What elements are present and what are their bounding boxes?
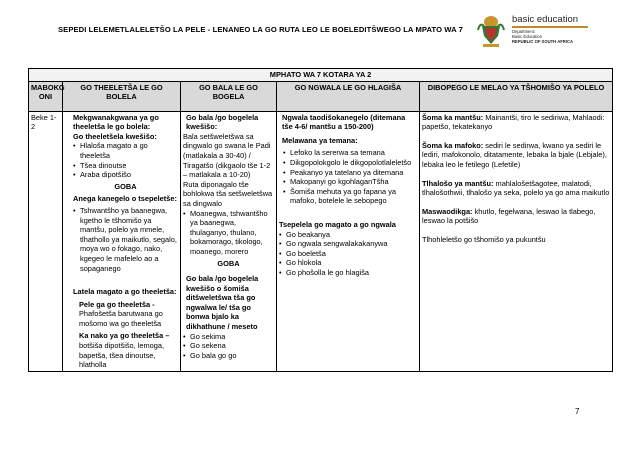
list-item: • Tshwantšho ya baanegwa, kgetho le tšhomišo ya mantšu, polelo ya mmele, tlhathollo ya maikutlo, segalo, moya wo o fokago, nako, kgegeo le mafelelo ao a sopaganego: [73, 206, 178, 273]
col4-dictionary: Tlhohleletšo go tšhomišo ya pukuntšu: [422, 234, 546, 244]
list-item: • Go sekima: [183, 332, 274, 342]
col2-list-1: [183, 209, 274, 257]
col2-list-2: [183, 332, 274, 361]
header-reading-viewing: GO BALA LE GO BOGELA: [181, 81, 277, 111]
department-logo: [474, 12, 594, 50]
col1-heading-1: Mekgwanakgwana ya go theeletša le go bolela:: [73, 112, 159, 132]
header-weeks: MABOKG ONI: [29, 81, 63, 111]
list-item: • Tšea dinoutse: [73, 161, 178, 171]
logo-line-3: REPUBLIC OF SOUTH AFRICA: [512, 38, 574, 44]
col1-goba: GOBA: [114, 181, 137, 191]
col2-heading-2: Go bala /go bogelela kwešišo o šomiša ditšweletšwa tša go ngwalwa le/ tša go bonwa bjalo ka dikhathune / meseto: [186, 274, 259, 332]
logo-line-2: Basic Education: [512, 33, 543, 39]
list-item: • Makopanyi go kgohlaganTšha: [283, 177, 417, 187]
page-number: 7: [575, 407, 580, 416]
col2-text-2: Ruta diponagalo tše bohlokwa tša setšweletšwa sa dingwalo: [183, 179, 273, 208]
list-item: • Hlaloša magato a go theeletša: [73, 141, 178, 160]
header-language-structures: DIBOPEGO LE MELAO YA TŠHOMIŠO YA POLELO: [420, 81, 613, 111]
coat-of-arms-icon: [474, 12, 508, 48]
logo-line-1: Department:: [512, 28, 536, 34]
col3-heading-2: Melawana ya temana:: [282, 135, 358, 145]
col4-punctuation: Maswaodikga: khutlo, fegelwana, leswao la tlabego, leswao la potšišo: [422, 206, 596, 226]
col4-sentences: Šoma ka mafoko: sediri le sedirwa, kwano ya sediri le lediri, mafokonolo, ditatamente, lebaka la bjale (Lebjale), lebaka leo le fetilego (Lefetile): [422, 140, 607, 169]
col3-list-2: [279, 230, 417, 278]
list-item: • Go ngwala sengwalakakanywa: [279, 239, 417, 249]
list-item: • Peakanyo ya tatelano ya ditemana: [283, 168, 417, 178]
table-title: MPHATO WA 7 KOTARA YA 2: [29, 69, 613, 82]
col3-heading-1: Ngwala taodišokanegelo (ditemana tše 4-6/ mantšu a 150-200): [282, 112, 406, 132]
teaching-plan-table: [28, 68, 613, 372]
list-item: • Šomiša mehuta ya go fapana ya mafoko, botelele le sebopego: [283, 187, 417, 206]
list-item: • Go phošolla le go hlagiša: [279, 268, 417, 278]
list-item: • Go beakanya: [279, 230, 417, 240]
document-header-title: SEPEDI LELEMETLALELETŠO LA PELE - LENANEO LA GO RUTA LEO LE BOELEDITŠWEGO LA MPATO WA 7: [58, 25, 463, 34]
logo-accent-bar: [512, 26, 588, 28]
col4-words: Šoma ka mantšu: Mainantši, tiro le sediriwa, Mahlaodi: papetšo, tekatekanyo: [422, 112, 605, 132]
header-listening-speaking: GO THEELETŠA LE GO BOLELA: [63, 81, 181, 111]
col3-heading-3: Tsepelela go magato a go ngwala: [279, 219, 396, 229]
listening-speaking-cell: [63, 111, 181, 371]
writing-presenting-cell: [277, 111, 420, 371]
list-item: • Go hlokola: [279, 258, 417, 268]
week-cell: Beke 1-2: [29, 111, 63, 371]
col2-goba: GOBA: [217, 258, 240, 268]
col1-list-2: [73, 206, 178, 273]
col4-word-meaning: Tlhalošo ya mantšu: mahlalošetšagotee, malatodi, tlhalošothwii, tlhalošo ya seka, polelo ya go ama maikutlo: [422, 178, 610, 198]
list-item: • Go sekena: [183, 341, 274, 351]
logo-main-text: basic education: [512, 14, 579, 25]
list-item: • Go bala go go: [183, 351, 274, 361]
col3-list-1: [279, 148, 417, 206]
col2-text-1: Bala setšweletšwa sa dingwalo go swana le Padi (matlakala a 30-40) / Tiragatšo (dikgaolo tše 1-2 – matlakala a 10-20): [183, 131, 271, 180]
header-writing-presenting: GO NGWALA LE GO HLAGIŠA: [277, 81, 420, 111]
list-item: • Dikgopolokgolo le dikgopolotlaleletšo: [283, 158, 417, 168]
col1-list-1: [73, 141, 178, 179]
col1-heading-2: Go theeletšela kwešišo:: [73, 131, 157, 141]
language-structures-cell: [420, 111, 613, 371]
reading-viewing-cell: [181, 111, 277, 371]
list-item: • Araba dipotšišo: [73, 170, 178, 180]
list-item: • Moanegwa, tshwantšho ya baanegwa, thulaganyo, thulano, bokamorago, tikologo, moanego, morero: [183, 209, 274, 257]
col1-before-listening: Pele ga go theeletša - Phafošetša barutwana go mošomo wa go theeletša Ka nako ya go theeletša – botšiša dipotšišo, lemoga, bapetša, tšea dinoutse, hlatholla: [79, 299, 170, 370]
list-item: • Go boeletša: [279, 249, 417, 259]
col2-heading-1: Go bala /go bogelela kwešišo:: [186, 112, 259, 132]
table-header-row: [29, 81, 613, 111]
list-item: • Lefoko la sererwa sa temana: [283, 148, 417, 158]
table-row: [29, 111, 613, 371]
col1-heading-3: Anega kanegelo o tsepeletše:: [73, 194, 177, 204]
col1-heading-4: Latela magato a go theeletša:: [73, 287, 177, 297]
table-title-row: [29, 69, 613, 82]
